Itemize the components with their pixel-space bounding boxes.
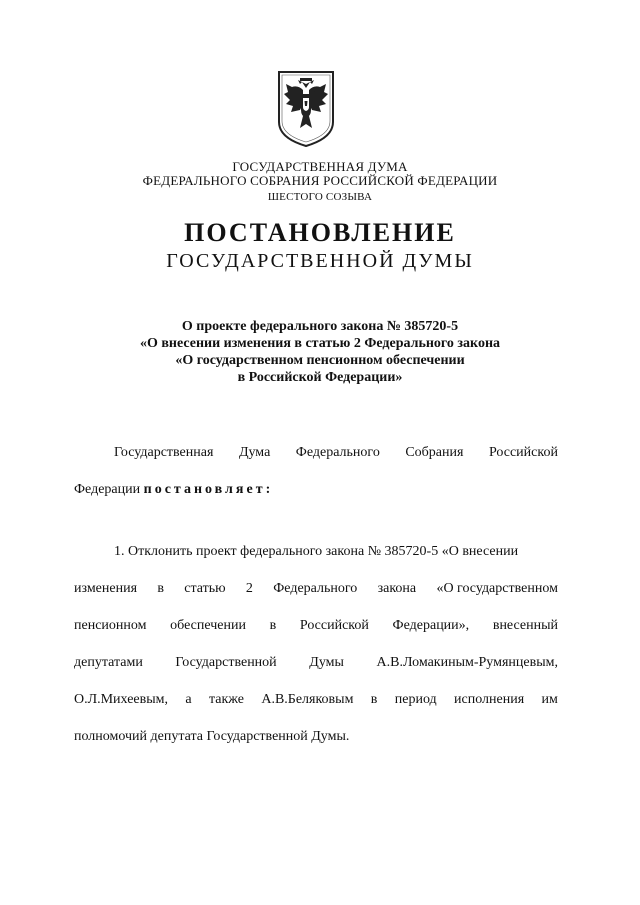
- word: пенсионном: [74, 618, 147, 633]
- document-title: ПОСТАНОВЛЕНИЕ: [184, 218, 456, 247]
- word: статью: [184, 581, 226, 596]
- header-line-1: ГОСУДАРСТВЕННАЯ ДУМА: [232, 159, 408, 174]
- word: закона: [377, 581, 417, 596]
- word: также: [208, 692, 244, 707]
- preamble-line-2: [74, 471, 558, 508]
- subject-line: в Российской Федерации»: [237, 370, 403, 385]
- word: им: [541, 692, 558, 707]
- word: Федерального: [273, 581, 358, 596]
- header-line-2: ФЕДЕРАЛЬНОГО СОБРАНИЯ РОССИЙСКОЙ ФЕДЕРАЦИИ: [142, 173, 498, 188]
- word: Собрания: [405, 445, 464, 460]
- item-1-line-5: [74, 681, 558, 718]
- word: изменения: [74, 581, 138, 596]
- word: Федерации»,: [392, 618, 470, 633]
- word: Российской: [299, 618, 369, 633]
- item-1-line-2: [74, 570, 558, 607]
- preamble-line-1: [74, 434, 558, 471]
- item-1-line-1: 1. Отклонить проект федерального закона № 385720-5 «О внесении: [114, 544, 519, 559]
- word: Государственной: [175, 655, 277, 670]
- subject-block: [0, 318, 640, 386]
- subject-line: «О государственном пенсионном обеспечении: [175, 353, 465, 368]
- word: в: [370, 692, 378, 707]
- word: Российской: [488, 445, 558, 460]
- resolve-keyword: постановляет:: [143, 482, 274, 497]
- word: Государственная: [114, 445, 214, 460]
- item-1-line-4: [74, 644, 558, 681]
- document-subtitle: ГОСУДАРСТВЕННОЙ ДУМЫ: [166, 250, 474, 272]
- word: Федерации: [74, 482, 141, 497]
- subject-line: О проекте федерального закона № 385720-5: [181, 319, 459, 334]
- word: О.Л.Михеевым,: [74, 692, 169, 707]
- header-line-3: ШЕСТОГО СОЗЫВА: [267, 191, 373, 203]
- item-1-line-3: [74, 607, 558, 644]
- word: 2: [245, 581, 253, 596]
- coat-of-arms-emblem: [276, 70, 336, 148]
- word: внесенный: [492, 618, 558, 633]
- word: депутатами: [74, 655, 143, 670]
- word: «О государственном: [436, 581, 558, 596]
- word: период: [394, 692, 437, 707]
- word: в: [269, 618, 277, 633]
- subject-line: «О внесении изменения в статью 2 Федерального закона: [139, 336, 501, 351]
- preamble-paragraph: [74, 434, 558, 508]
- word: а: [185, 692, 192, 707]
- word: Федерального: [295, 445, 380, 460]
- word: исполнения: [454, 692, 525, 707]
- word: Дума: [238, 445, 271, 460]
- word: Думы: [309, 655, 344, 670]
- word: обеспечении: [170, 618, 246, 633]
- word: А.В.Ломакиным-Румянцевым,: [376, 655, 558, 670]
- word: в: [157, 581, 164, 596]
- item-1-paragraph: [74, 533, 558, 755]
- item-1-line-6: полномочий депутата Государственной Думы.: [74, 729, 350, 744]
- word: А.В.Беляковым: [261, 692, 354, 707]
